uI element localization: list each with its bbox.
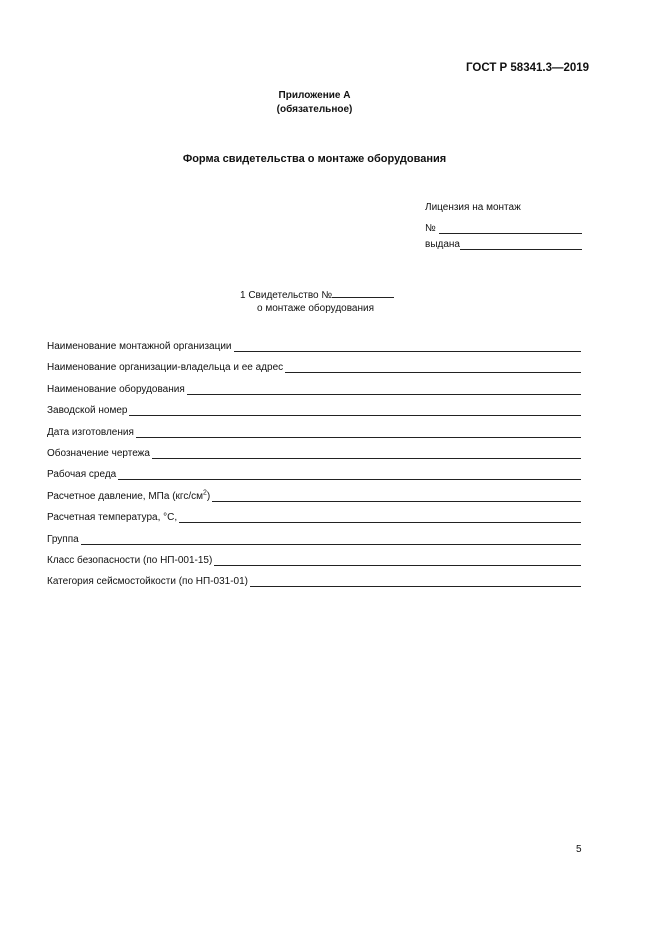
field-label: Класс безопасности (по НП-001-15) bbox=[47, 555, 213, 566]
form-title: Форма свидетельства о монтаже оборудования bbox=[182, 153, 447, 165]
field-label: Наименование организации-владельца и ее адрес bbox=[47, 362, 284, 374]
form-field[interactable] bbox=[47, 403, 581, 416]
field-label: Расчетная температура, °С, bbox=[47, 512, 178, 524]
field-input-line[interactable] bbox=[212, 491, 581, 502]
form-field[interactable] bbox=[47, 574, 581, 587]
field-input-line[interactable] bbox=[179, 512, 581, 523]
field-input-line[interactable] bbox=[118, 469, 581, 480]
superscript: 2 bbox=[202, 489, 207, 497]
form-field[interactable] bbox=[47, 360, 581, 373]
certificate-number-label: 1 Свидетельство № bbox=[240, 290, 333, 301]
field-input-line[interactable] bbox=[187, 384, 581, 395]
field-label: Категория сейсмостойкости (по НП-031-01) bbox=[47, 576, 249, 588]
form-field[interactable] bbox=[47, 425, 581, 438]
form-field[interactable] bbox=[47, 446, 581, 459]
license-number-line[interactable] bbox=[439, 223, 582, 234]
field-label: Наименование оборудования bbox=[47, 383, 185, 395]
field-label: Группа bbox=[47, 533, 79, 545]
form-field[interactable] bbox=[47, 382, 581, 395]
field-input-line[interactable] bbox=[81, 534, 581, 545]
form-field[interactable] bbox=[47, 553, 581, 566]
field-label: Наименование монтажной организации bbox=[47, 341, 232, 352]
standard-number: ГОСТ Р 58341.3—2019 bbox=[466, 62, 590, 74]
field-label: Обозначение чертежа bbox=[47, 448, 150, 459]
certificate-number-field[interactable] bbox=[240, 287, 394, 301]
page-number: 5 bbox=[576, 844, 582, 855]
field-label: Дата изготовления bbox=[47, 426, 134, 438]
field-label: Рабочая среда bbox=[47, 469, 117, 481]
form-field[interactable] bbox=[47, 510, 581, 523]
field-input-line[interactable] bbox=[136, 427, 581, 438]
license-issued-field[interactable] bbox=[425, 239, 582, 250]
form-field[interactable] bbox=[47, 339, 581, 352]
certificate-subtitle: о монтаже оборудования bbox=[257, 303, 375, 314]
field-input-line[interactable] bbox=[234, 341, 582, 352]
field-input-line[interactable] bbox=[250, 576, 581, 587]
field-label: Заводской номер bbox=[47, 405, 128, 417]
form-field[interactable] bbox=[47, 532, 581, 545]
license-number-field[interactable] bbox=[425, 223, 582, 234]
form-field[interactable] bbox=[47, 489, 581, 502]
field-input-line[interactable] bbox=[152, 448, 581, 459]
appendix-status: (обязательное) bbox=[276, 104, 353, 115]
license-number-label: № bbox=[425, 223, 436, 234]
form-field[interactable] bbox=[47, 467, 581, 480]
license-issued-line[interactable] bbox=[460, 239, 582, 250]
field-label: Расчетное давление, МПа $(кгс/см^2)$ bbox=[47, 489, 211, 502]
certificate-number-line[interactable] bbox=[332, 287, 394, 298]
field-input-line[interactable] bbox=[285, 362, 581, 373]
license-issued-label: выдана bbox=[425, 239, 460, 250]
field-input-line[interactable] bbox=[129, 405, 581, 416]
field-input-line[interactable] bbox=[214, 555, 581, 566]
license-title: Лицензия на монтаж bbox=[425, 202, 521, 213]
appendix-title: Приложение А bbox=[278, 90, 351, 101]
